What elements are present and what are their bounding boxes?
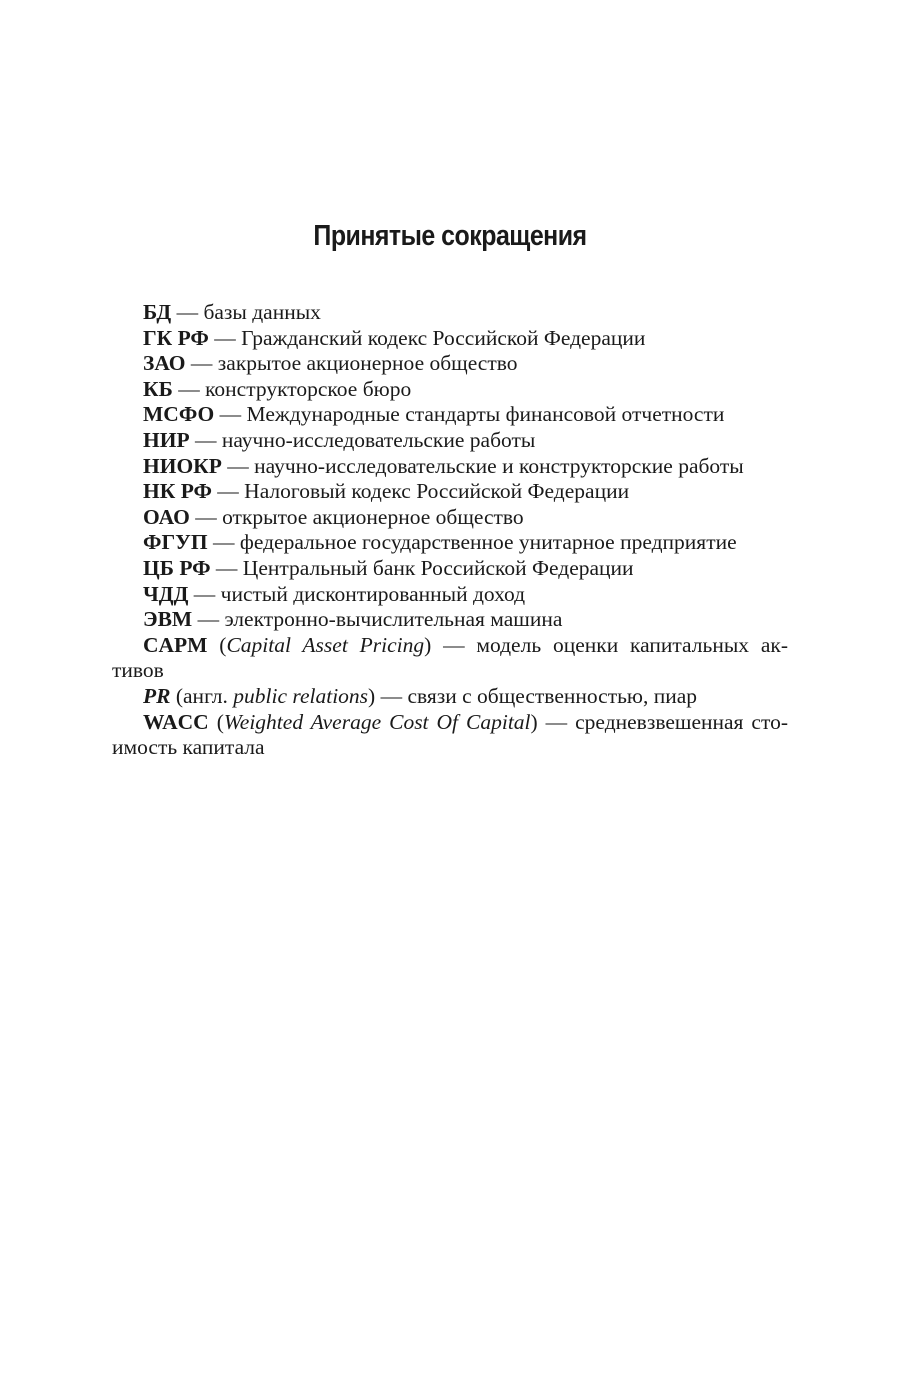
definition: — Налоговый кодекс Российской Федерации: [211, 479, 630, 504]
list-item: [112, 607, 788, 633]
list-item: [112, 326, 788, 352]
definition: — Международные стандарты финансовой отчетности: [214, 402, 725, 427]
abbreviation: ЗАО: [143, 351, 186, 376]
list-item: [112, 505, 788, 531]
abbreviation: НК РФ: [143, 479, 212, 504]
abbreviation: БД: [143, 300, 172, 324]
definition-open: (: [208, 709, 224, 734]
abbreviation: НИР: [143, 427, 190, 452]
abbreviation: ЦБ РФ: [143, 555, 211, 580]
definition: ) — модель оценки капитальных ак-тивов: [112, 632, 788, 683]
abbreviation: КБ: [143, 376, 173, 401]
list-item: [112, 377, 788, 403]
definition: ) — связи с общественностью, пиар: [368, 683, 698, 708]
definition: — конструкторское бюро: [172, 376, 412, 401]
abbreviation: ЧДД: [143, 581, 189, 606]
definition: — Гражданский кодекс Российской Федерации: [208, 325, 646, 350]
list-item: [112, 428, 788, 454]
definition: — научно-исследовательские и конструкторские работы: [221, 453, 744, 478]
list-item-pr: [112, 684, 788, 710]
list-item: [112, 479, 788, 505]
english-term: Capital Asset Pricing: [226, 632, 425, 657]
abbreviation-list: [112, 300, 788, 761]
list-item-wacc: [112, 710, 788, 761]
list-item-capm: [112, 633, 788, 684]
abbreviation: ФГУП: [143, 530, 208, 555]
list-item: [112, 300, 788, 326]
definition: — открытое акционерное общество: [189, 504, 524, 529]
definition-open: (: [207, 632, 227, 657]
list-item: [112, 351, 788, 377]
list-item: [112, 582, 788, 608]
definition: — закрытое акционерное общество: [185, 351, 518, 376]
abbreviation: ГК РФ: [143, 325, 209, 350]
abbreviation: ЭВМ: [143, 607, 193, 632]
abbreviation: WACC: [143, 709, 209, 734]
definition-open: (англ.: [170, 683, 234, 708]
abbreviation: CAPM: [143, 632, 208, 657]
definition: — Центральный банк Российской Федерации: [210, 555, 634, 580]
definition: — базы данных: [171, 300, 321, 324]
list-item: [112, 402, 788, 428]
definition: — электронно-вычислительная машина: [192, 607, 563, 632]
list-item: [112, 556, 788, 582]
definition: — чистый дисконтированный доход: [188, 581, 526, 606]
list-item: [112, 454, 788, 480]
page-title: Принятые сокращения: [313, 220, 587, 252]
list-item: [112, 530, 788, 556]
definition: — федеральное государственное унитарное предприятие: [207, 530, 737, 555]
abbreviation: МСФО: [143, 402, 215, 427]
abbreviation: PR: [143, 683, 171, 708]
definition: ) — средневзвешенная сто-имость капитала: [112, 709, 788, 760]
abbreviation: ОАО: [143, 504, 190, 529]
definition: — научно-исследовательские работы: [189, 427, 536, 452]
english-term: public relations: [233, 683, 369, 708]
english-term: Weighted Average Cost Of Capital: [223, 709, 531, 734]
abbreviation: НИОКР: [143, 453, 222, 478]
